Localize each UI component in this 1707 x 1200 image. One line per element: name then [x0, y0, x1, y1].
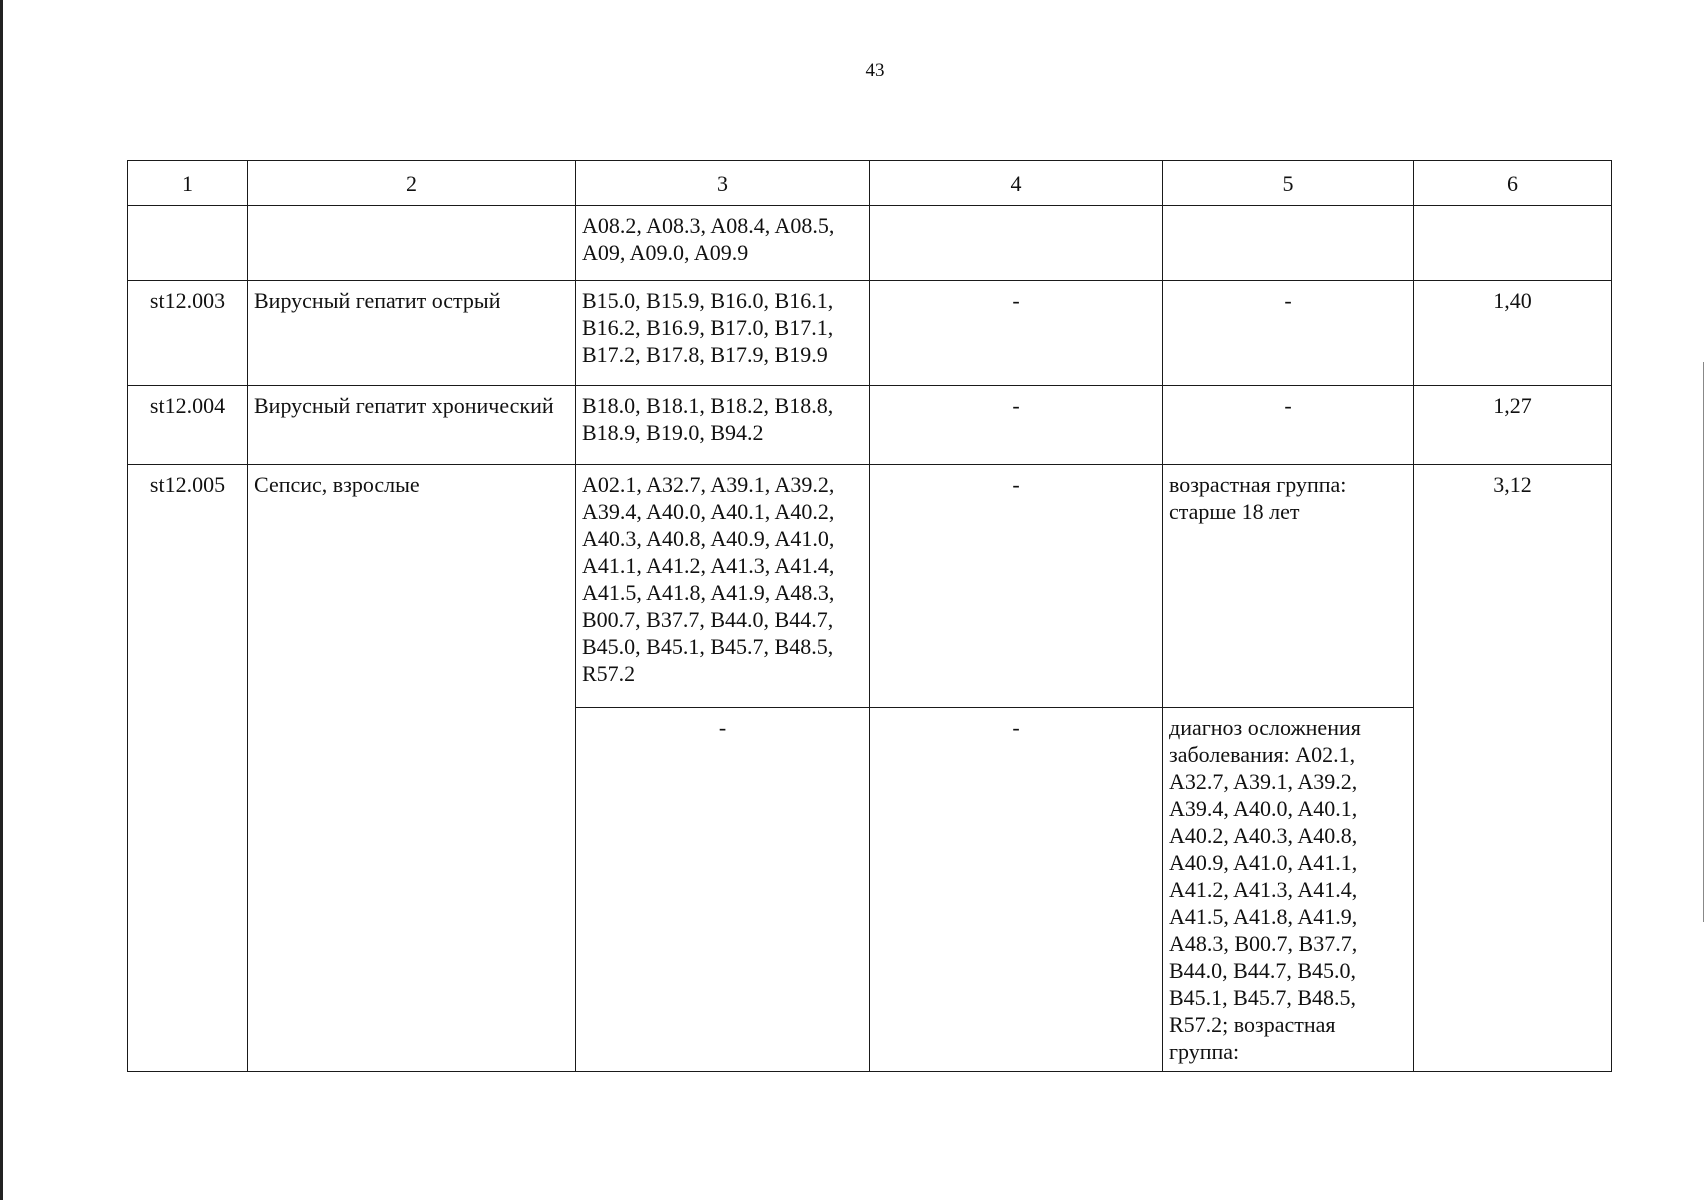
header-cell: 1	[128, 161, 248, 206]
header-cell: 2	[248, 161, 576, 206]
row-coefficient: 1,40	[1414, 281, 1612, 386]
row-code	[128, 206, 248, 281]
row-coefficient: 1,27	[1414, 386, 1612, 465]
row-col4: -	[870, 281, 1163, 386]
row-col4: -	[870, 708, 1163, 1072]
row-diagnoses: B15.0, B15.9, B16.0, B16.1, B16.2, B16.9, B17.0, B17.1, B17.2, B17.8, B17.9, B19.9	[576, 281, 870, 386]
header-cell: 4	[870, 161, 1163, 206]
row-code: st12.003	[128, 281, 248, 386]
page-edge-right	[1703, 362, 1704, 922]
header-cell: 5	[1163, 161, 1414, 206]
header-cell: 3	[576, 161, 870, 206]
row-code: st12.005	[128, 465, 248, 1072]
row-diagnoses: A08.2, A08.3, A08.4, A08.5, A09, A09.0, A09.9	[576, 206, 870, 281]
row-name	[248, 206, 576, 281]
row-coefficient	[1414, 206, 1612, 281]
row-col5: -	[1163, 281, 1414, 386]
row-col5: возрастная группа: старше 18 лет	[1163, 465, 1414, 708]
tariff-table	[127, 160, 1612, 1072]
page-edge-left	[0, 0, 3, 1200]
header-cell: 6	[1414, 161, 1612, 206]
row-col5	[1163, 206, 1414, 281]
table-header-row	[128, 161, 1612, 206]
row-col4	[870, 206, 1163, 281]
row-diagnoses: A02.1, A32.7, A39.1, A39.2, A39.4, A40.0, A40.1, A40.2, A40.3, A40.8, A40.9, A41.0, A41.1, A41.2, A41.3, A41.4, A41.5, A41.8, A41.9, A48.3, B00.7, B37.7, B44.0, B44.7, B45.0, B45.1, B45.7, B48.5, R57.2	[576, 465, 870, 708]
table-row	[128, 281, 1612, 386]
row-diagnoses: B18.0, B18.1, B18.2, B18.8, B18.9, B19.0, B94.2	[576, 386, 870, 465]
table-row	[128, 465, 1612, 708]
page-number: 43	[865, 60, 885, 81]
row-col5: диагноз осложнения заболевания: A02.1, A32.7, A39.1, A39.2, A39.4, A40.0, A40.1, A40.2, A40.3, A40.8, A40.9, A41.0, A41.1, A41.2, A41.3, A41.4, A41.5, A41.8, A41.9, A48.3, B00.7, B37.7, B44.0, B44.7, B45.0, B45.1, B45.7, B48.5, R57.2; возрастная группа:	[1163, 708, 1414, 1072]
row-diagnoses: -	[576, 708, 870, 1072]
row-col4: -	[870, 386, 1163, 465]
table-row	[128, 206, 1612, 281]
row-name: Вирусный гепатит острый	[248, 281, 576, 386]
row-col4: -	[870, 465, 1163, 708]
row-col5: -	[1163, 386, 1414, 465]
row-name: Вирусный гепатит хронический	[248, 386, 576, 465]
row-name: Сепсис, взрослые	[248, 465, 576, 1072]
table-row	[128, 386, 1612, 465]
row-coefficient: 3,12	[1414, 465, 1612, 1072]
row-code: st12.004	[128, 386, 248, 465]
